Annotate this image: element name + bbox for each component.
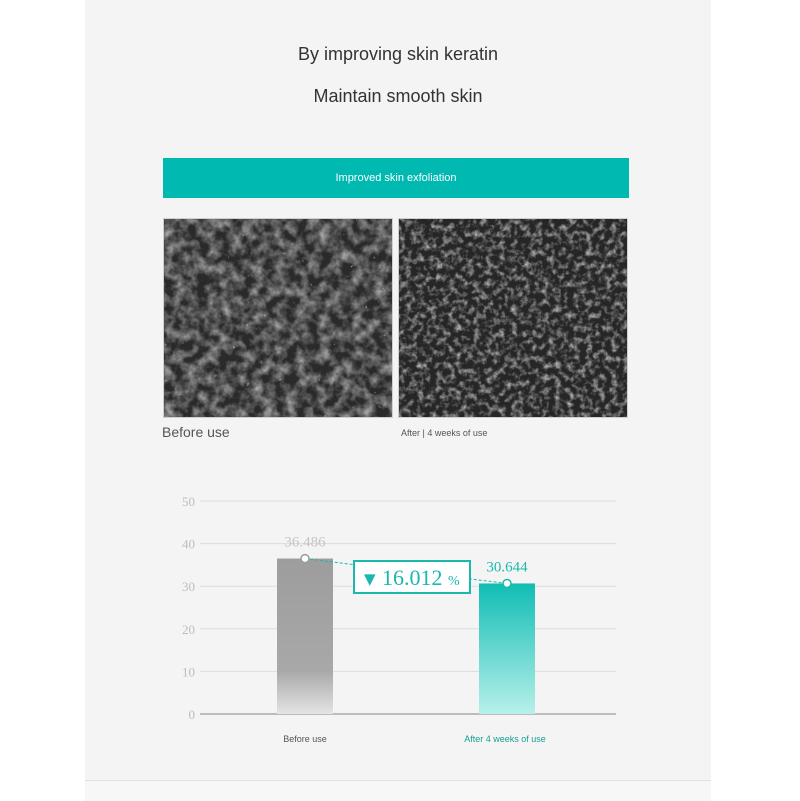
- y-tick-label: 50: [182, 494, 195, 509]
- y-tick-label: 20: [182, 621, 195, 637]
- y-tick-label: 40: [182, 536, 195, 552]
- headline-line-1: By improving skin keratin: [297, 44, 499, 64]
- headline-line-2: Maintain smooth skin: [313, 86, 483, 106]
- value-label-before: 36.486: [284, 534, 326, 551]
- bar-before: [277, 559, 333, 714]
- x-label-after: After 4 weeks of use: [464, 734, 546, 744]
- change-value: 16.012: [382, 565, 443, 590]
- marker-after: [503, 579, 511, 587]
- marker-before: [301, 555, 309, 563]
- y-tick-label: 30: [182, 579, 195, 595]
- y-tick-label: 0: [188, 707, 195, 722]
- after-caption: After | 4 weeks of use: [401, 428, 488, 438]
- y-tick-label: 10: [182, 664, 195, 680]
- x-label-before: Before use: [283, 734, 327, 744]
- value-label-after: 30.644: [486, 559, 528, 576]
- before-caption: Before use: [162, 424, 230, 440]
- change-arrow: ▼: [364, 570, 376, 588]
- change-unit: %: [448, 574, 460, 589]
- bar-after: [479, 583, 535, 714]
- banner-label: Improved skin exfoliation: [335, 172, 457, 184]
- change-callout: [354, 561, 470, 593]
